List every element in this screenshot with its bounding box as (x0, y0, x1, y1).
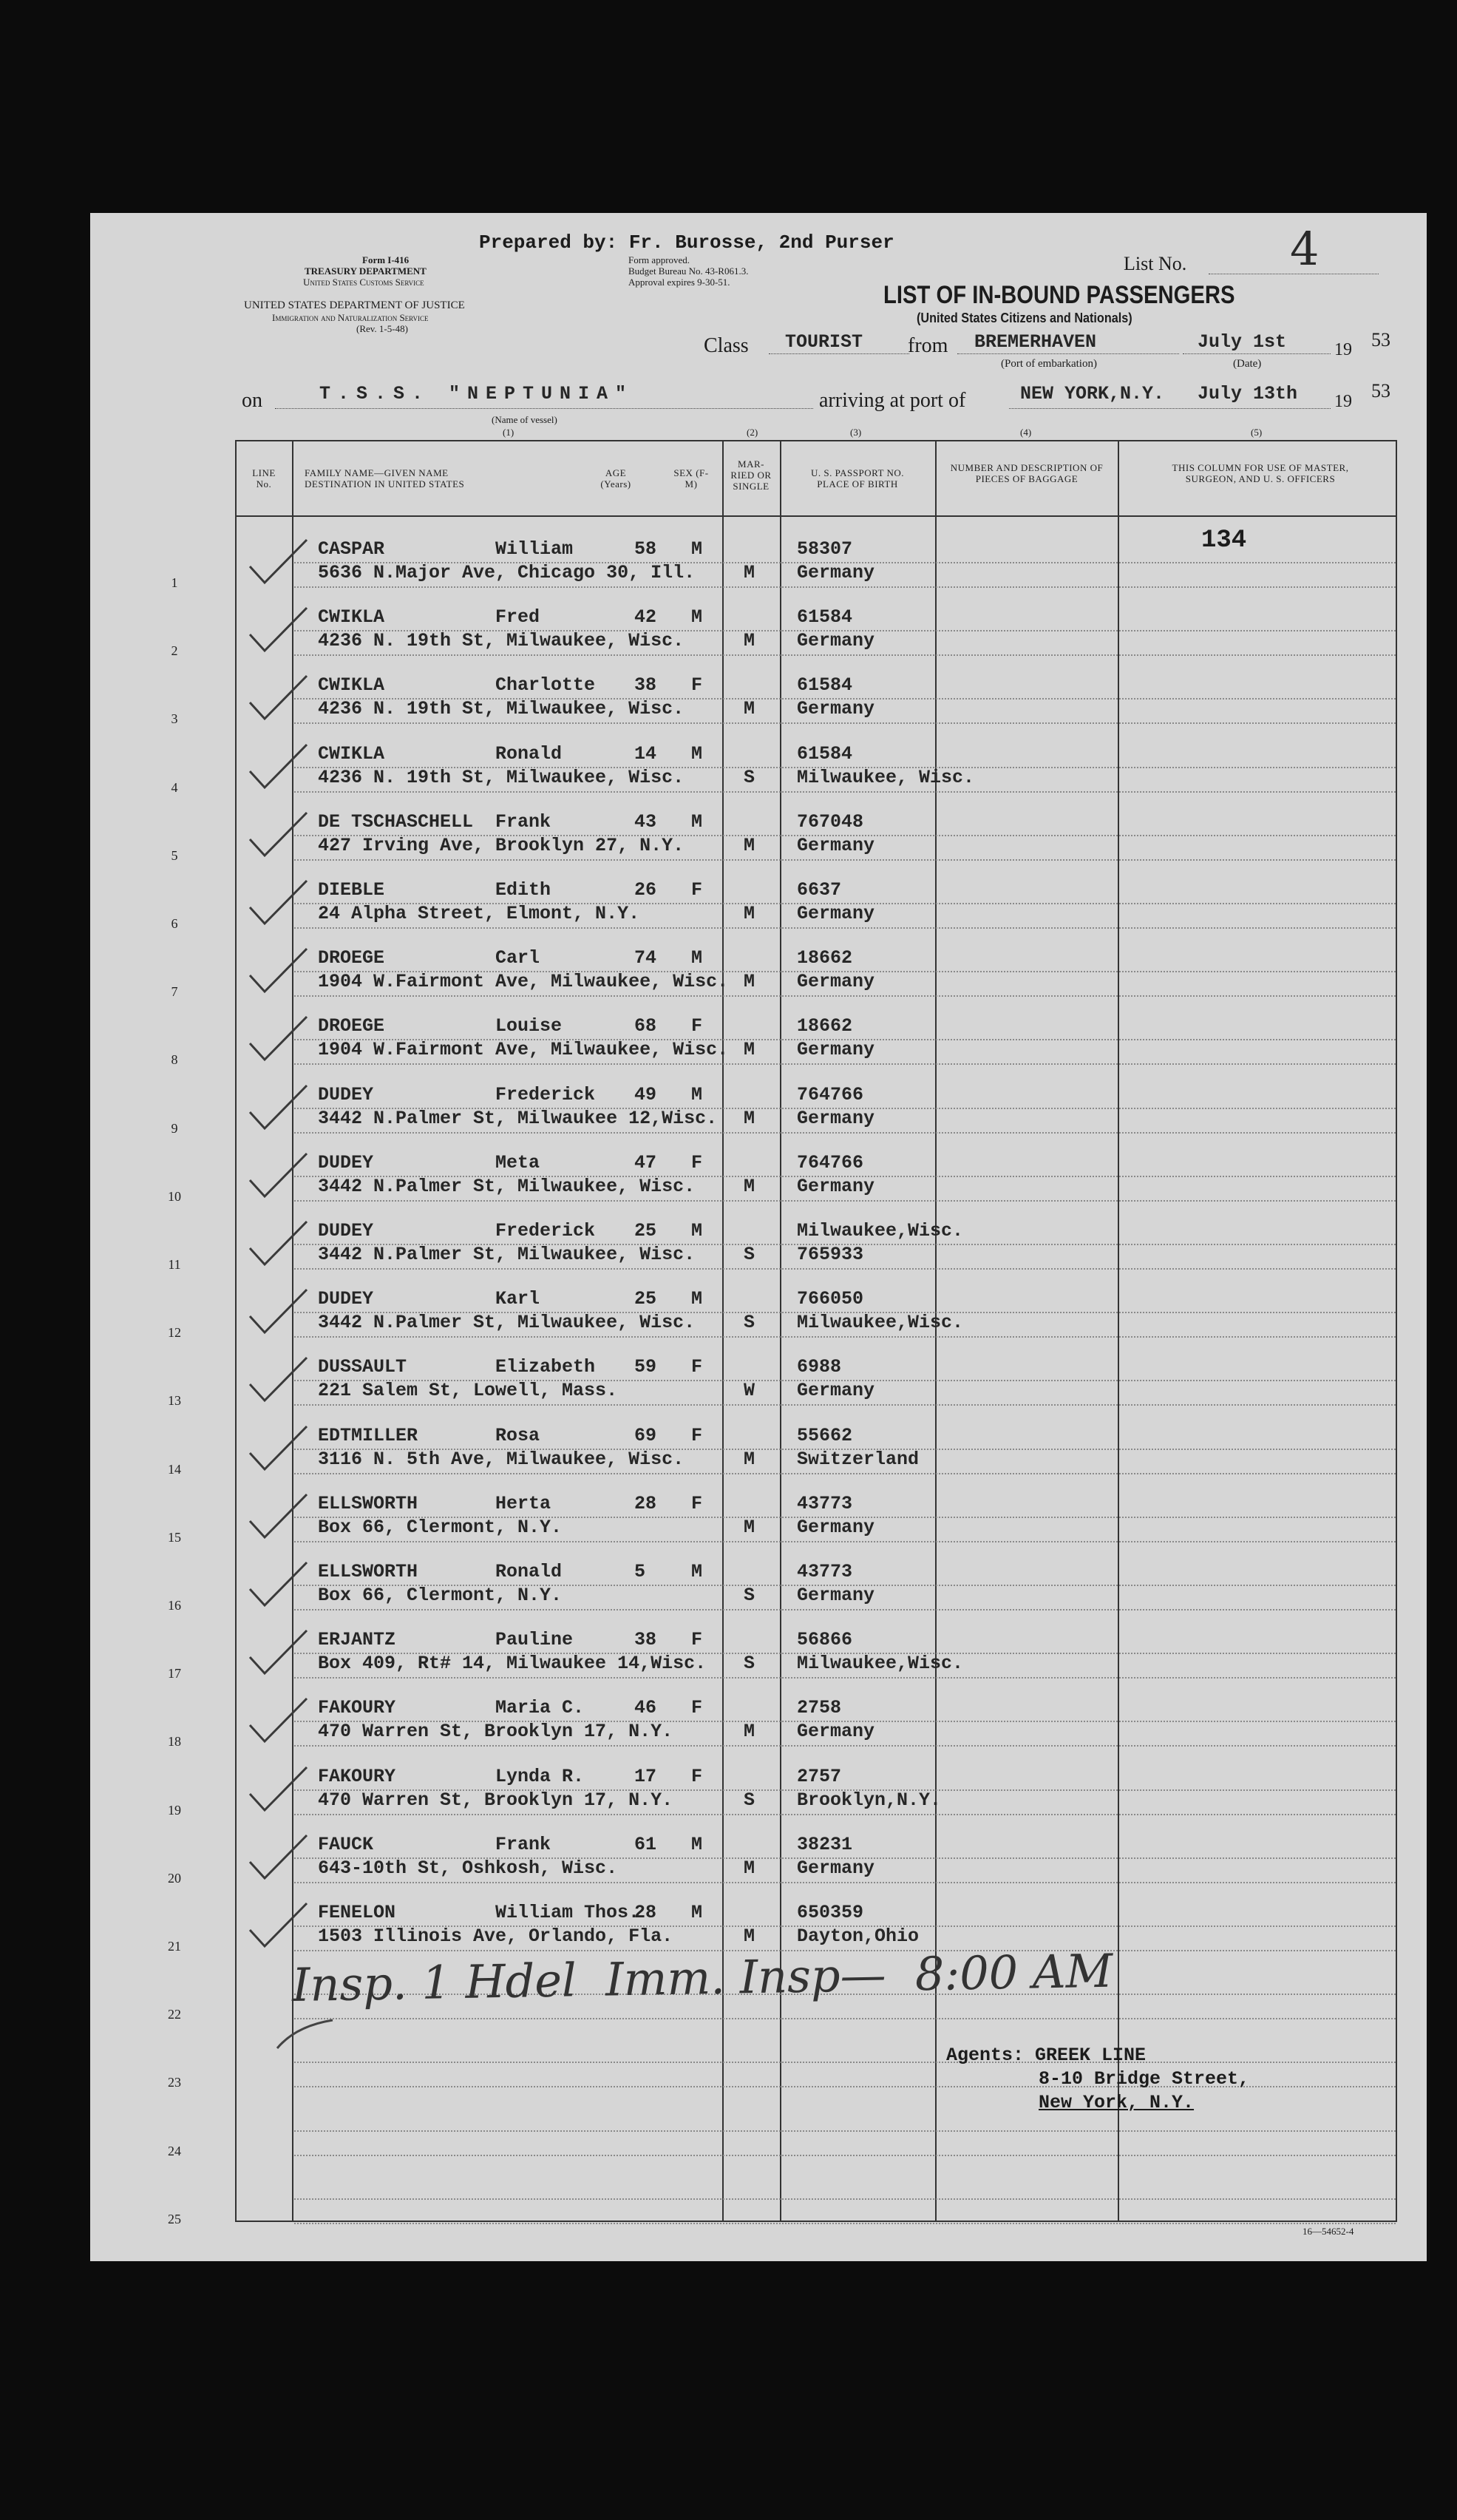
passenger-age: 17 (634, 1765, 657, 1787)
line-number: 25 (168, 2211, 181, 2226)
marital-status: M (744, 1107, 755, 1129)
passport-number: 650359 (797, 1902, 864, 1923)
col-header-name: FAMILY NAME—GIVEN NAME (305, 467, 449, 478)
marital-status: S (744, 1312, 755, 1334)
check-mark (244, 1083, 310, 1134)
passenger-given-name: Louise (495, 1015, 563, 1037)
port-of-embarkation: BREMERHAVEN (974, 331, 1097, 353)
passenger-given-name: Lynda R. (495, 1765, 585, 1787)
passenger-address: Box 66, Clermont, N.Y. (318, 1585, 563, 1606)
customs-service: United States Customs Service (303, 277, 424, 288)
passenger-given-name: Charlotte (495, 674, 596, 697)
marital-status: M (744, 834, 755, 856)
marital-status: S (744, 1653, 755, 1675)
passenger-sex: M (691, 1833, 703, 1855)
marital-status: M (744, 971, 755, 993)
passenger-sex: F (691, 1492, 703, 1514)
class-value: TOURIST (785, 331, 863, 353)
passport-number: 18662 (797, 1015, 853, 1037)
line-number: 17 (168, 1666, 181, 1681)
line-number: 1 (171, 575, 178, 590)
place-of-birth: 765933 (797, 1244, 864, 1265)
col-header-passport: U. S. PASSPORT NO. PLACE OF BIRTH (811, 467, 904, 490)
row-rule (294, 2223, 1396, 2224)
passenger-address: 3116 N. 5th Ave, Milwaukee, Wisc. (318, 1448, 685, 1470)
marital-status: M (744, 562, 755, 583)
passenger-age: 28 (634, 1902, 657, 1923)
check-mark (244, 1287, 310, 1338)
line-number: 2 (171, 643, 178, 659)
vessel-caption: (Name of vessel) (492, 414, 557, 425)
check-mark (244, 1696, 310, 1747)
col-num-3: (3) (850, 427, 862, 438)
passenger-sex: M (691, 1083, 703, 1105)
col-header-destination: DESTINATION IN UNITED STATES (305, 478, 465, 490)
marital-status: M (744, 630, 755, 652)
line-number: 8 (171, 1052, 178, 1068)
passenger-age: 46 (634, 1697, 657, 1719)
date-underline (1183, 353, 1331, 354)
row-rule (294, 1473, 1396, 1474)
marital-status: M (744, 1448, 755, 1470)
passenger-given-name: Elizabeth (495, 1356, 596, 1378)
passport-number: 61584 (797, 674, 853, 697)
row-rule (294, 2018, 1396, 2019)
place-of-birth: Germany (797, 903, 875, 924)
passenger-address: 427 Irving Ave, Brooklyn 27, N.Y. (318, 834, 685, 856)
place-of-birth: Germany (797, 630, 875, 652)
check-mark (244, 605, 310, 657)
date-caption: (Date) (1233, 358, 1262, 370)
line-number: 22 (168, 2007, 181, 2022)
passenger-surname: EDTMILLER (318, 1424, 418, 1446)
row-rule (294, 722, 1396, 724)
passenger-age: 38 (634, 674, 657, 697)
passenger-address: 3442 N.Palmer St, Milwaukee, Wisc. (318, 1244, 696, 1265)
from-label: from (908, 334, 948, 357)
col-num-1: (1) (503, 427, 514, 438)
passenger-address: 4236 N. 19th St, Milwaukee, Wisc. (318, 698, 685, 720)
line-number: 11 (168, 1257, 181, 1272)
place-of-birth: Milwaukee, Wisc. (797, 766, 975, 788)
passenger-age: 47 (634, 1151, 657, 1173)
passenger-sex: F (691, 674, 703, 697)
row-rule (294, 654, 1396, 656)
marital-status: S (744, 1789, 755, 1811)
passenger-address: 221 Salem St, Lowell, Mass. (318, 1380, 618, 1402)
passenger-sex: M (691, 538, 703, 560)
class-underline (769, 353, 909, 354)
passenger-age: 58 (634, 538, 657, 560)
place-of-birth: Germany (797, 1107, 875, 1129)
passenger-given-name: Karl (495, 1288, 540, 1310)
passenger-surname: DUSSAULT (318, 1356, 407, 1378)
passport-number: 2758 (797, 1697, 842, 1719)
col-header-officers: THIS COLUMN FOR USE OF MASTER, SURGEON, AND U. S. OFFICERS (1172, 462, 1349, 484)
passenger-surname: FAUCK (318, 1833, 374, 1855)
passenger-sex: F (691, 1424, 703, 1446)
passport-number: 56866 (797, 1629, 853, 1651)
check-mark (244, 1764, 310, 1816)
passenger-age: 69 (634, 1424, 657, 1446)
line-number: 19 (168, 1802, 181, 1818)
vessel-name: T.S.S. "NEPTUNIA" (319, 383, 634, 404)
passenger-given-name: Edith (495, 879, 551, 901)
passenger-age: 61 (634, 1833, 657, 1855)
passport-number: 43773 (797, 1561, 853, 1582)
row-rule (294, 859, 1396, 861)
passenger-age: 25 (634, 1220, 657, 1242)
agents-label: Agents: GREEK LINE (946, 2045, 1147, 2066)
line-number: 4 (171, 779, 178, 795)
place-of-birth: Germany (797, 1516, 875, 1538)
passenger-address: 1503 Illinois Ave, Orlando, Fla. (318, 1925, 673, 1947)
passenger-age: 38 (634, 1629, 657, 1651)
arrival-date: July 13th (1198, 383, 1298, 404)
row-rule (294, 2130, 1396, 2132)
line-number: 23 (168, 2075, 181, 2090)
passenger-surname: DUDEY (318, 1288, 374, 1310)
agents-city: New York, N.Y. (1039, 2092, 1195, 2113)
row-rule (294, 1268, 1396, 1270)
prepared-by: Prepared by: Fr. Burosse, 2nd Purser (479, 231, 894, 254)
row-rule (294, 1336, 1396, 1338)
check-mark (244, 1559, 310, 1611)
marital-status: S (744, 766, 755, 788)
row-rule (294, 1132, 1396, 1134)
budget-bureau: Budget Bureau No. 43-R061.3. (628, 265, 749, 277)
arrival-underline (1009, 408, 1331, 409)
passenger-given-name: Fred (495, 606, 540, 629)
passenger-sex: M (691, 1220, 703, 1242)
passenger-surname: FENELON (318, 1902, 396, 1923)
place-of-birth: Milwaukee,Wisc. (797, 1312, 964, 1334)
passenger-surname: DIEBLE (318, 879, 385, 901)
passport-number: Milwaukee,Wisc. (797, 1220, 964, 1242)
passport-number: 764766 (797, 1083, 864, 1105)
passenger-address: 4236 N. 19th St, Milwaukee, Wisc. (318, 630, 685, 652)
passenger-age: 28 (634, 1492, 657, 1514)
place-of-birth: Milwaukee,Wisc. (797, 1653, 964, 1675)
row-rule (294, 586, 1396, 588)
passport-number: 55662 (797, 1424, 853, 1446)
row-rule (294, 2155, 1396, 2156)
line-number: 21 (168, 1939, 181, 1954)
col-divider (1118, 440, 1119, 2222)
passenger-sex: F (691, 879, 703, 901)
check-mark (244, 742, 310, 793)
place-of-birth: Germany (797, 698, 875, 720)
col-num-5: (5) (1251, 427, 1263, 438)
passenger-age: 43 (634, 810, 657, 833)
passenger-sex: M (691, 1288, 703, 1310)
passport-number: 58307 (797, 538, 853, 560)
passenger-surname: DUDEY (318, 1220, 374, 1242)
col-num-2: (2) (747, 427, 758, 438)
check-mark (244, 810, 310, 861)
marital-status: S (744, 1585, 755, 1606)
arrival-year: 53 (1371, 380, 1390, 402)
passport-number: 18662 (797, 947, 853, 969)
passenger-sex: M (691, 810, 703, 833)
passenger-address: 1904 W.Fairmont Ave, Milwaukee, Wisc. (318, 1039, 729, 1061)
on-label: on (242, 389, 262, 412)
line-number: 13 (168, 1393, 181, 1409)
line-number: 7 (171, 984, 178, 1000)
line-number: 15 (168, 1529, 181, 1545)
passenger-given-name: Frederick (495, 1220, 596, 1242)
passenger-age: 5 (634, 1561, 646, 1582)
passenger-sex: F (691, 1015, 703, 1037)
place-of-birth: Germany (797, 1857, 875, 1879)
marital-status: M (744, 698, 755, 720)
line-number: 9 (171, 1120, 178, 1136)
row-rule (294, 1063, 1396, 1065)
place-of-birth: Brooklyn,N.Y. (797, 1789, 942, 1811)
passenger-surname: DUDEY (318, 1083, 374, 1105)
passport-number: 766050 (797, 1288, 864, 1310)
passport-number: 764766 (797, 1151, 864, 1173)
passenger-address: 24 Alpha Street, Elmont, N.Y. (318, 903, 640, 924)
officer-note: 134 (1201, 526, 1247, 555)
marital-status: M (744, 1857, 755, 1879)
passenger-sex: M (691, 947, 703, 969)
passenger-given-name: Meta (495, 1151, 540, 1173)
row-rule (294, 1745, 1396, 1747)
passenger-surname: DUDEY (318, 1151, 374, 1173)
passenger-address: Box 66, Clermont, N.Y. (318, 1516, 563, 1538)
passenger-address: 470 Warren St, Brooklyn 17, N.Y. (318, 1721, 673, 1743)
ins-service: Immigration and Naturalization Service (272, 312, 429, 323)
line-number: 3 (171, 711, 178, 727)
line-number: 16 (168, 1598, 181, 1613)
col-header-age: AGE (Years) (600, 467, 631, 490)
passenger-age: 14 (634, 742, 657, 765)
check-mark (244, 1355, 310, 1406)
row-rule (294, 1404, 1396, 1406)
place-of-birth: Germany (797, 1721, 875, 1743)
passport-number: 6637 (797, 879, 842, 901)
marital-status: M (744, 903, 755, 924)
check-mark (244, 1219, 310, 1270)
passenger-sex: M (691, 1902, 703, 1923)
passenger-sex: M (691, 742, 703, 765)
passenger-sex: F (691, 1697, 703, 1719)
line-number: 20 (168, 1870, 181, 1886)
check-mark (244, 1423, 310, 1475)
passenger-surname: CASPAR (318, 538, 385, 560)
passenger-address: 4236 N. 19th St, Milwaukee, Wisc. (318, 766, 685, 788)
line-number: 12 (168, 1325, 181, 1341)
passenger-sex: F (691, 1151, 703, 1173)
marital-status: M (744, 1175, 755, 1197)
passenger-given-name: William (495, 538, 574, 560)
passenger-surname: ELLSWORTH (318, 1561, 418, 1582)
col-header-baggage: NUMBER AND DESCRIPTION OF PIECES OF BAGGAGE (950, 462, 1104, 484)
embark-date: July 1st (1198, 331, 1287, 353)
passenger-given-name: Carl (495, 947, 540, 969)
passenger-given-name: Herta (495, 1492, 551, 1514)
check-mark (244, 946, 310, 998)
line-number: 5 (171, 847, 178, 863)
passenger-address: 5636 N.Major Ave, Chicago 30, Ill. (318, 562, 696, 583)
embark-year-prefix: 19 (1334, 340, 1352, 359)
passenger-address: 3442 N.Palmer St, Milwaukee, Wisc. (318, 1312, 696, 1334)
class-label: Class (704, 334, 749, 357)
passenger-surname: FAKOURY (318, 1765, 396, 1787)
arriving-label: arriving at port of (819, 389, 966, 412)
passenger-given-name: Frank (495, 810, 551, 833)
treasury-dept: TREASURY DEPARTMENT (305, 265, 427, 277)
passenger-surname: DROEGE (318, 1015, 385, 1037)
arrival-port: NEW YORK,N.Y. (1020, 383, 1165, 404)
passenger-surname: CWIKLA (318, 674, 385, 697)
row-rule (294, 2062, 1396, 2063)
passenger-sex: F (691, 1629, 703, 1651)
agents-street: 8-10 Bridge Street, (1039, 2068, 1250, 2090)
revision: (Rev. 1-5-48) (356, 323, 408, 334)
check-mark (274, 2011, 340, 2056)
passport-number: 61584 (797, 742, 853, 765)
col-header-sex: SEX (F-M) (673, 467, 709, 490)
passenger-age: 26 (634, 879, 657, 901)
row-rule (294, 1677, 1396, 1679)
row-rule (294, 1541, 1396, 1542)
marital-status: M (744, 1039, 755, 1061)
passenger-given-name: Pauline (495, 1629, 574, 1651)
passenger-age: 68 (634, 1015, 657, 1037)
list-subtitle: (United States Citizens and Nationals) (917, 311, 1132, 325)
list-number: 4 (1290, 222, 1320, 276)
place-of-birth: Germany (797, 562, 875, 583)
list-no-label: List No. (1124, 253, 1187, 274)
row-rule (294, 1200, 1396, 1202)
line-number: 6 (171, 916, 178, 931)
passenger-sex: F (691, 1765, 703, 1787)
passport-number: 2757 (797, 1765, 842, 1787)
check-mark (244, 1151, 310, 1202)
passenger-given-name: William Thos. (495, 1902, 640, 1923)
from-underline (957, 353, 1179, 354)
marital-status: M (744, 1721, 755, 1743)
place-of-birth: Germany (797, 834, 875, 856)
passenger-given-name: Ronald (495, 1561, 563, 1582)
col-header-married: MAR- RIED OR SINGLE (730, 458, 772, 492)
passport-number: 43773 (797, 1492, 853, 1514)
passport-number: 6988 (797, 1356, 842, 1378)
row-rule (294, 927, 1396, 929)
check-mark (244, 1628, 310, 1679)
vessel-underline (275, 408, 813, 409)
passenger-surname: ELLSWORTH (318, 1492, 418, 1514)
passenger-given-name: Ronald (495, 742, 563, 765)
passenger-address: 3442 N.Palmer St, Milwaukee, Wisc. (318, 1175, 696, 1197)
passenger-address: Box 409, Rt# 14, Milwaukee 14,Wisc. (318, 1653, 707, 1675)
passenger-address: 3442 N.Palmer St, Milwaukee 12,Wisc. (318, 1107, 718, 1129)
line-number: 18 (168, 1734, 181, 1750)
passenger-given-name: Frederick (495, 1083, 596, 1105)
passport-number: 767048 (797, 810, 864, 833)
place-of-birth: Germany (797, 971, 875, 993)
col-num-4: (4) (1020, 427, 1032, 438)
passenger-address: 643-10th St, Oshkosh, Wisc. (318, 1857, 618, 1879)
passport-number: 61584 (797, 606, 853, 629)
embark-year: 53 (1371, 329, 1390, 350)
row-rule (294, 1609, 1396, 1610)
list-title: LIST OF IN-BOUND PASSENGERS (883, 281, 1235, 309)
check-mark (244, 878, 310, 929)
arrival-year-prefix: 19 (1334, 392, 1352, 411)
passenger-age: 42 (634, 606, 657, 629)
passenger-given-name: Rosa (495, 1424, 540, 1446)
passenger-address: 1904 W.Fairmont Ave, Milwaukee, Wisc. (318, 971, 729, 993)
footer-code: 16—54652-4 (1303, 2226, 1354, 2237)
form-approved: Form approved. (628, 254, 690, 265)
passenger-sex: F (691, 1356, 703, 1378)
passenger-sex: M (691, 1561, 703, 1582)
port-embark-caption: (Port of embarkation) (1001, 358, 1097, 370)
place-of-birth: Dayton,Ohio (797, 1925, 920, 1947)
justice-dept: UNITED STATES DEPARTMENT OF JUSTICE (244, 299, 465, 311)
check-mark (244, 1491, 310, 1543)
row-rule (294, 1814, 1396, 1815)
approval-expires: Approval expires 9-30-51. (628, 277, 730, 288)
passenger-surname: DE TSCHASCHELL (318, 810, 474, 833)
passenger-surname: DROEGE (318, 947, 385, 969)
handwritten-inspection-note: Insp. 1 Hdel Imm. Insp— 8:00 AM (291, 1943, 1113, 2012)
row-rule (294, 791, 1396, 793)
check-mark (244, 673, 310, 725)
passenger-surname: CWIKLA (318, 742, 385, 765)
passenger-surname: ERJANTZ (318, 1629, 396, 1651)
line-number: 14 (168, 1461, 181, 1477)
place-of-birth: Germany (797, 1175, 875, 1197)
passenger-given-name: Maria C. (495, 1697, 585, 1719)
row-rule (294, 1882, 1396, 1883)
passport-number: 38231 (797, 1833, 853, 1855)
check-mark (244, 537, 310, 589)
place-of-birth: Germany (797, 1039, 875, 1061)
passenger-given-name: Frank (495, 1833, 551, 1855)
row-rule (294, 2198, 1396, 2200)
passenger-age: 59 (634, 1356, 657, 1378)
check-mark (244, 1832, 310, 1884)
passenger-sex: M (691, 606, 703, 629)
marital-status: M (744, 1925, 755, 1947)
place-of-birth: Germany (797, 1380, 875, 1402)
line-number: 10 (168, 1188, 181, 1204)
col-header-line: LINE No. (252, 467, 276, 490)
marital-status: M (744, 1516, 755, 1538)
check-mark (244, 1014, 310, 1066)
passenger-age: 49 (634, 1083, 657, 1105)
passenger-address: 470 Warren St, Brooklyn 17, N.Y. (318, 1789, 673, 1811)
passenger-surname: FAKOURY (318, 1697, 396, 1719)
passenger-age: 74 (634, 947, 657, 969)
place-of-birth: Switzerland (797, 1448, 920, 1470)
place-of-birth: Germany (797, 1585, 875, 1606)
marital-status: S (744, 1244, 755, 1265)
header-rule (235, 515, 1397, 517)
passenger-age: 25 (634, 1288, 657, 1310)
row-rule (294, 995, 1396, 997)
marital-status: W (744, 1380, 755, 1402)
passenger-surname: CWIKLA (318, 606, 385, 629)
check-mark (244, 1900, 310, 1952)
form-number: Form I-416 (362, 254, 410, 265)
line-number: 24 (168, 2143, 181, 2158)
